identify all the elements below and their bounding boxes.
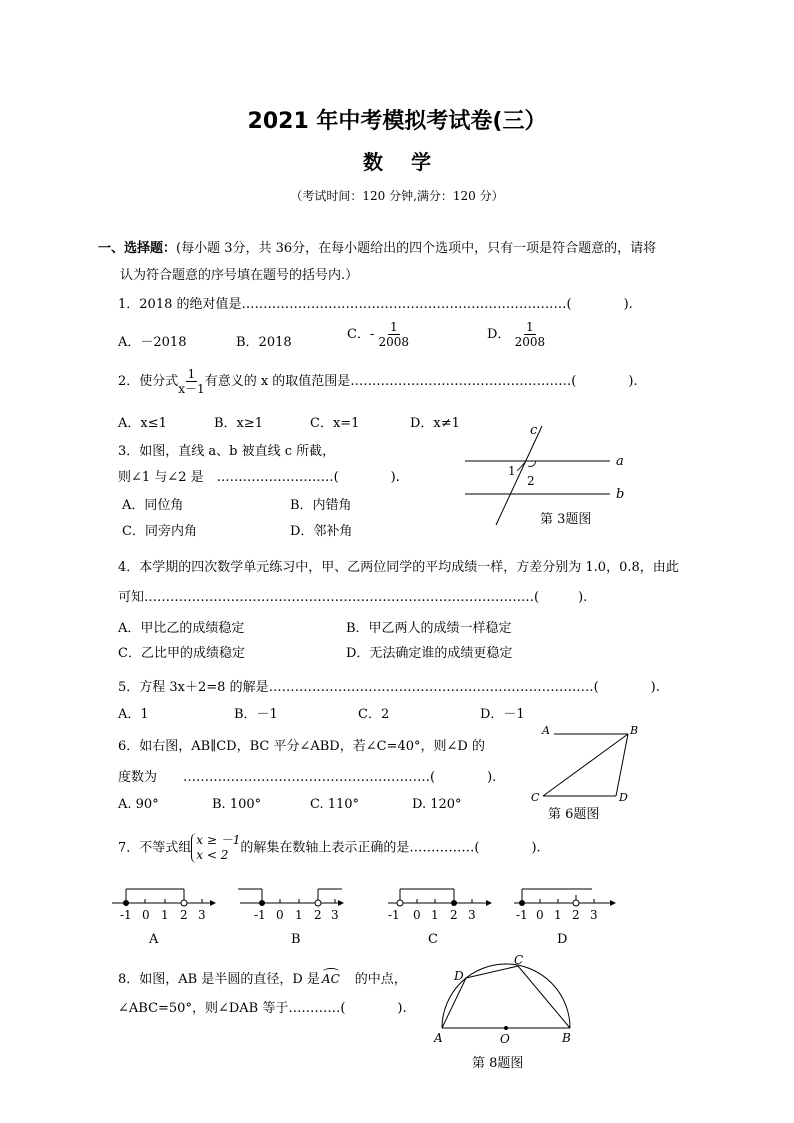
svg-text:C: C [514,953,524,967]
svg-text:0: 0 [142,908,150,922]
subject-title: 数学 [363,150,459,174]
svg-text:1: 1 [431,908,439,922]
svg-text:-1: -1 [516,908,528,922]
q7-option-a: A [149,932,159,947]
question-8-line2: ∠ABC=50°，则∠DAB 等于…………( ). [118,1001,407,1016]
svg-text:0: 0 [536,908,544,922]
figure-6-caption: 第 6题图 [548,807,600,822]
label-A: A [542,724,550,737]
label-2: 2 [527,474,535,488]
fraction: $\frac{1}{2008}$ [378,320,410,349]
label-B: B [630,724,639,737]
q2-option-a: A．x≤1 [118,416,167,431]
svg-text:-1: -1 [388,908,400,922]
svg-text:3: 3 [468,908,476,922]
question-6-line2: 度数为 …………………………………………………( ). [118,770,497,785]
q3-option-a: A．同位角 [122,498,184,513]
figure-6 [528,720,648,810]
exam-info: （考试时间：120 分钟,满分：120 分） [290,189,504,203]
q6-option-b: B. 100° [212,797,262,812]
svg-text:-1: -1 [120,908,132,922]
svg-text:3: 3 [198,908,206,922]
q6-option-a: A. 90° [118,797,159,812]
question-6-line1: 6．如右图，AB∥CD，BC 平分∠ABD，若∠C=40°，则∠D 的 [118,739,485,754]
figure-3-caption: 第 3题图 [540,512,592,527]
question-7: 7．不等式组x ≥ －1 x < 2 的解集在数轴上表示正确的是……………( ). [118,833,541,862]
number-line-c [386,883,496,923]
inequality-system: x ≥ －1 x < 2 [191,833,240,863]
svg-text:2: 2 [450,908,458,922]
question-4-line1: 4．本学期的四次数学单元练习中，甲、乙两位同学的平均成绩一样，方差分别为 1.0，0.8，由此 [118,560,679,575]
figure-8-caption: 第 8题图 [472,1056,524,1071]
question-3-line2: 则∠1 与∠2 是 ………………………( ). [118,470,400,485]
exam-title: 2021 年中考模拟考试卷(三） [247,109,547,134]
svg-text:A: A [434,1031,443,1045]
label-C: C [531,791,540,804]
question-8-line1: 8．如图，AB 是半圆的直径，D 是 AC 的中点， [118,968,407,987]
fraction: $\frac{1}{2008}$ [514,320,546,349]
q1-option-d: D． $\frac{1}{2008}$ [487,320,546,349]
q3-option-b: B．内错角 [290,498,352,513]
q3-option-c: C．同旁内角 [122,524,197,539]
q4-option-d: D．无法确定谁的成绩更稳定 [346,646,513,661]
svg-text:3: 3 [590,908,598,922]
svg-text:O: O [500,1032,510,1046]
center-o [504,1026,508,1030]
q6-option-c: C. 110° [310,797,360,812]
question-3-line1: 3．如图，直线 a、b 被直线 c 所截， [118,444,336,459]
q1-option-b: B．2018 [236,335,292,350]
svg-text:0: 0 [276,908,284,922]
number-line-d [512,883,622,923]
q4-option-c: C．乙比甲的成绩稳定 [118,646,245,661]
svg-text:2: 2 [314,908,322,922]
q7-option-d: D [557,932,568,947]
q7-option-b: B [291,932,301,947]
q4-option-b: B．甲乙两人的成绩一样稳定 [346,621,512,636]
number-line-b [238,883,348,923]
label-1: 1 [508,464,516,478]
angle-2-arc [528,461,536,466]
svg-text:2: 2 [180,908,188,922]
section-heading: 一、选择题： [98,241,177,256]
q3-option-d: D．邻补角 [290,524,353,539]
q6-option-d: D. 120° [412,797,462,812]
q5-option-b: B．－1 [234,707,278,722]
svg-text:3: 3 [331,908,339,922]
line-c [496,426,542,525]
arc-ac: AC [320,972,342,986]
q1-option-a: A．－2018 [118,335,187,350]
label-a: a [616,454,624,469]
label-D: D [619,791,628,804]
q5-option-d: D．－1 [480,707,525,722]
svg-text:D: D [454,969,464,983]
question-5: 5．方程 3x＋2=8 的解是…………………………………………………………………( ). [118,680,660,695]
q7-option-c: C [428,932,438,947]
section-instructions: 一、选择题：(每小题 3分，共 36分，在每小题给出的四个选项中，只有一项是符合题意的，请将 [98,241,657,256]
svg-text:2: 2 [572,908,580,922]
question-4-line2: 可知………………………………………………………………………………( ). [118,590,588,605]
figure-8 [430,950,580,1050]
q2-option-b: B．x≥1 [214,416,264,431]
svg-text:1: 1 [161,908,169,922]
svg-text:B: B [562,1031,571,1045]
svg-text:0: 0 [413,908,421,922]
q2-option-c: C．x=1 [310,416,360,431]
question-2: 2．使分式 $\frac{1}{x-1}$ 有意义的 x 的取值范围是……………………………………………( ). [118,367,638,396]
label-c: c [530,423,538,438]
number-line-a [110,883,220,923]
q5-option-c: C．2 [358,707,390,722]
q5-option-a: A．1 [118,707,149,722]
svg-text:1: 1 [295,908,303,922]
q2-option-d: D．x≠1 [410,416,460,431]
q1-option-c: C．- $\frac{1}{2008}$ [347,320,410,349]
fraction: $\frac{1}{x-1}$ [178,367,205,396]
question-1: 1．2018 的绝对值是…………………………………………………………………( ). [118,297,633,312]
svg-text:-1: -1 [254,908,266,922]
svg-text:1: 1 [554,908,562,922]
label-b: b [616,487,625,502]
q4-option-a: A．甲比乙的成绩稳定 [118,621,245,636]
section-instructions-2: 认为符合题意的序号填在题号的括号内.） [120,268,359,283]
